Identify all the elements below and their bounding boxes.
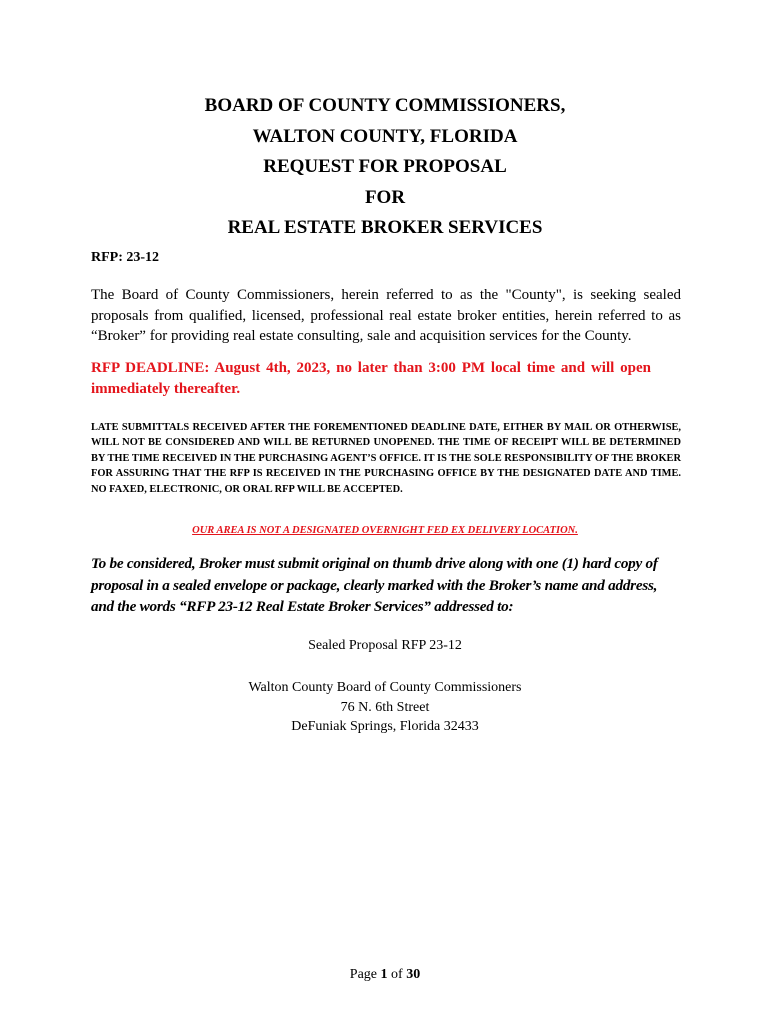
title-line-services: REAL ESTATE BROKER SERVICES: [227, 217, 543, 238]
rfp-number: RFP: 23-12: [91, 250, 160, 265]
page-total: 30: [406, 967, 421, 982]
deadline-notice: RFP DEADLINE: August 4th, 2023, no later than 3:00 PM local time and will open immediately thereafter.: [91, 360, 651, 397]
address-line-recipient: Walton County Board of County Commissioners: [248, 680, 522, 695]
title-line-county: WALTON COUNTY, FLORIDA: [252, 125, 518, 147]
page-current: 1: [380, 967, 388, 982]
document-title: [0, 91, 770, 244]
address-line-street: 76 N. 6th Street: [340, 699, 430, 715]
intro-paragraph: The Board of County Commissioners, herein referred to as the "County", is seeking sealed proposals from qualified, licensed, professional real estate broker entities, herein referred to as “Broker” for providing real estate consulting, sale and acquisition services for the County.: [91, 287, 681, 344]
page-number: [0, 967, 770, 983]
title-line-for: FOR: [364, 186, 406, 208]
late-submittals-notice: LATE SUBMITTALS RECEIVED AFTER THE FOREMENTIONED DEADLINE DATE, EITHER BY MAIL OR OTHERWISE, WILL NOT BE CONSIDERED AND WILL BE RETURNED UNOPENED. THE TIME OF RECEIPT WILL BE DETERMINED BY THE TIME RECEIVED IN THE PURCHASING AGENT’S OFFICE. IT IS THE SOLE RESPONSIBILITY OF THE BROKER FOR ASSURING THAT THE RFP IS RECEIVED IN THE PURCHASING OFFICE BY THE DESIGNATED DATE AND TIME. NO FAXED, ELECTRONIC, OR ORAL RFP WILL BE ACCEPTED.: [91, 422, 681, 495]
mailing-address: [0, 678, 770, 737]
sealed-proposal-label: Sealed Proposal RFP 23-12: [308, 638, 462, 653]
title-line-request: REQUEST FOR PROPOSAL: [263, 156, 507, 177]
fedex-notice: OUR AREA IS NOT A DESIGNATED OVERNIGHT FED EX DELIVERY LOCATION.: [192, 525, 578, 536]
address-line-city: DeFuniak Springs, Florida 32433: [291, 719, 479, 734]
submission-instructions: To be considered, Broker must submit original on thumb drive along with one (1) hard copy of proposal in a sealed envelope or package, clearly marked with the Broker’s name and address, and the words “RFP 23-12 Real Estate Broker Services” addressed to:: [91, 555, 658, 615]
page-word: Page: [349, 967, 378, 982]
of-word: of: [391, 967, 403, 982]
title-line-board: BOARD OF COUNTY COMMISSIONERS,: [204, 95, 566, 116]
